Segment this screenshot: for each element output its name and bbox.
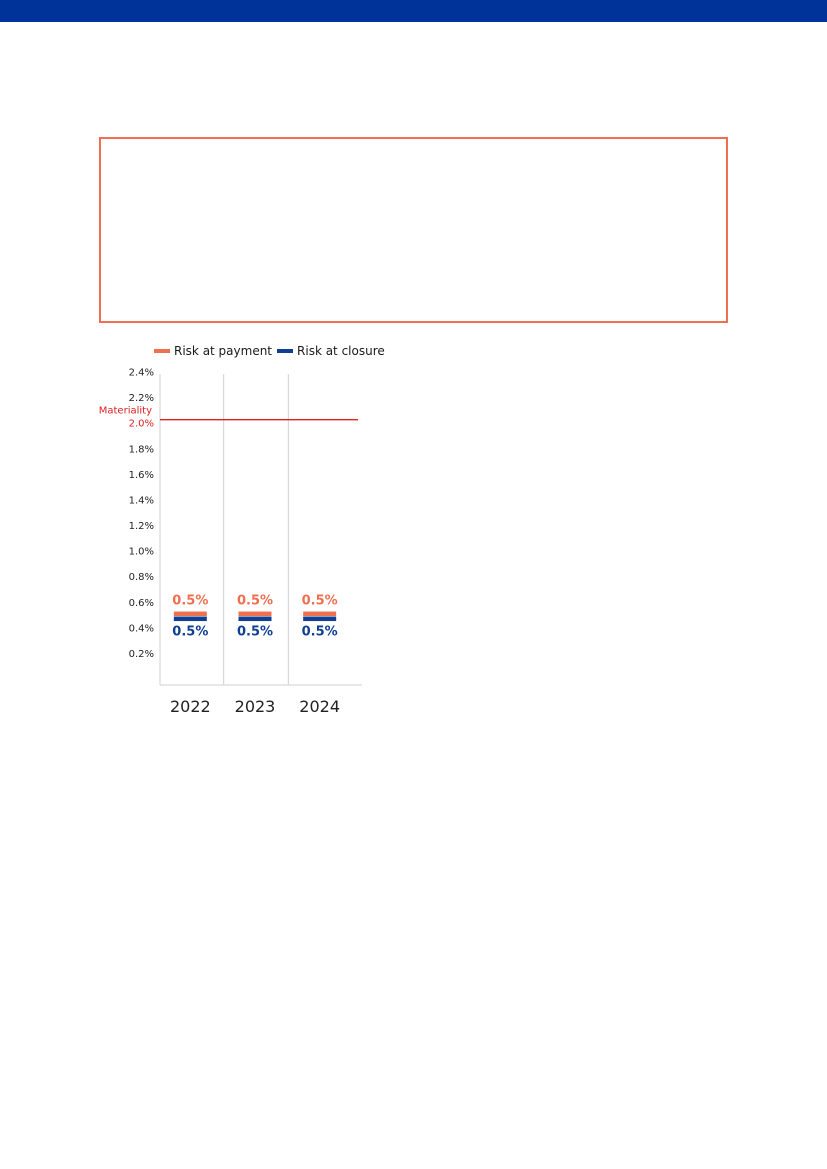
y-tick-label: 1.4%: [128, 495, 154, 507]
y-tick-label: 1.6%: [128, 469, 154, 481]
chart-legend: [154, 343, 390, 359]
legend-label-payment: Risk at payment: [174, 344, 273, 358]
x-tick-label: 2024: [299, 697, 341, 716]
callout-box: [99, 137, 728, 323]
data-label-payment: 0.5%: [236, 593, 274, 609]
legend-swatch-payment: [154, 349, 170, 353]
y-tick-label: 0.6%: [128, 597, 154, 609]
legend-item-risk-at-payment: [154, 344, 272, 358]
y-tick-label: 2.2%: [128, 393, 154, 405]
materiality-label: Materiality: [98, 405, 152, 417]
bar-risk-at-closure: [239, 617, 272, 622]
y-tick-label: 0.4%: [128, 623, 154, 635]
bar-risk-at-payment: [303, 612, 336, 617]
bar-risk-at-payment: [239, 612, 272, 617]
y-tick-label: 0.2%: [128, 648, 154, 660]
legend-swatch-closure: [277, 349, 293, 353]
y-tick-label: 2.0%: [128, 418, 154, 430]
y-tick-label: 2.4%: [128, 367, 154, 379]
data-label-payment: 0.5%: [301, 593, 338, 609]
data-label-closure: 0.5%: [236, 624, 274, 640]
bar-risk-at-closure: [303, 617, 336, 622]
bar-chart: [90, 366, 380, 726]
bar-risk-at-payment: [174, 612, 207, 617]
y-tick-label: 0.8%: [128, 572, 154, 584]
y-tick-label: 1.8%: [128, 444, 154, 456]
y-tick-label: 1.2%: [128, 521, 154, 533]
x-tick-label: 2022: [169, 697, 211, 716]
x-tick-label: 2023: [234, 697, 276, 716]
legend-label-closure: Risk at closure: [297, 344, 385, 358]
data-label-payment: 0.5%: [172, 593, 209, 609]
header-bar: [0, 0, 827, 22]
legend-item-risk-at-closure: [277, 344, 385, 358]
data-label-closure: 0.5%: [301, 624, 338, 640]
bar-risk-at-closure: [174, 617, 207, 622]
y-tick-label: 1.0%: [128, 546, 154, 558]
data-label-closure: 0.5%: [172, 624, 209, 640]
